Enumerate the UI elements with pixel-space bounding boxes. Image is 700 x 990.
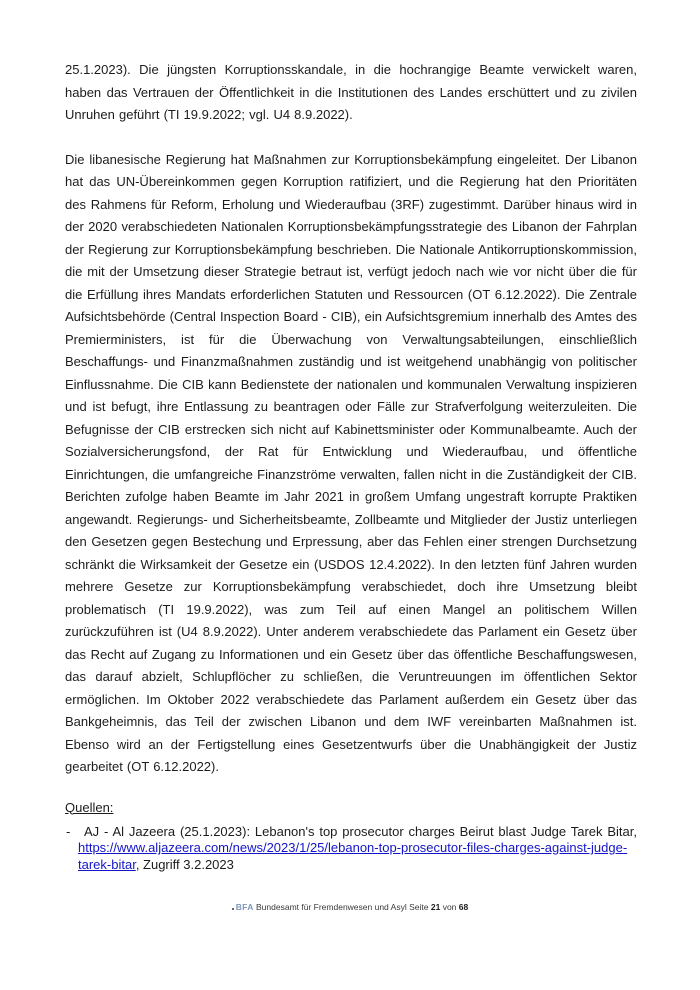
sources-heading xyxy=(65,799,637,817)
source-link[interactable]: https://www.aljazeera.com/news/2023/1/25/lebanon-top-prosecutor-files-charges-against-judge-tarek-bitar xyxy=(78,840,628,872)
footer-of-label: von xyxy=(442,902,457,912)
page-footer xyxy=(0,901,700,913)
paragraph-anticorruption-measures: Die libanesische Regierung hat Maßnahmen zur Korruptionsbekämpfung eingeleitet. Der Libanon hat das UN-Übereinkommen gegen Korruption ratifiziert, und die Regierung hat den Prioritäten des Rahmens für Reform, Erholung und Wiederaufbau (3RF) zugestimmt. Darüber hinaus wird in der 2020 verabschiedeten Nationalen Korruptionsbekämpfungsstrategie des Libanon der Fahrplan der Regierung zur Korruptionsbekämpfung beschrieben. Die Nationale Antikorruptionskommission, die mit der Umsetzung dieser Strategie betraut ist, verfügt jedoch nach wie vor nicht über die für die Erfüllung ihres Mandats erforderlichen Statuten und Ressourcen (OT 6.12.2022). Die Zentrale Aufsichtsbehörde (Central Inspection Board - CIB), ein Aufsichtsgremium innerhalb des Amtes des Premierministers, ist für die Überwachung von Verwaltungsabteilungen, einschließlich Beschaffungs- und Finanzmaßnahmen zuständig und ist weitgehend unabhängig von politischer Einflussnahme. Die CIB kann Bedienstete der nationalen und kommunalen Verwaltung inspizieren und ist befugt, ihre Entlassung zu beantragen oder Fälle zur Strafverfolgung weiterzuleiten. Die Befugnisse der CIB erstrecken sich nicht auf Kabinettsminister oder Kommunalbeamte. Auch der Sozialversicherungsfond, der Rat für Entwicklung und Wiederaufbau, und öffentliche Einrichtungen, die umfangreiche Finanzströme verwalten, fallen nicht in die Zuständigkeit der CIB. Berichten zufolge haben Beamte im Jahr 2021 in großem Umfang ungestraft korrupte Praktiken angewandt. Regierungs- und Sicherheitsbeamte, Zollbeamte und Mitglieder der Justiz unterliegen den Gesetzen gegen Bestechung und Erpressung, aber das Fehlen einer strengen Durchsetzung schränkt die Wirksamkeit der Gesetze ein (USDOS 12.4.2022). In den letzten fünf Jahren wurden mehrere Gesetze zur Korruptionsbekämpfung verabschiedet, doch ihre Umsetzung bleibt problematisch (TI 19.9.2022), was zum Teil auf einen Mangel an politischem Willen zurückzuführen ist (U4 8.9.2022). Unter anderem verabschiedete das Parlament ein Gesetz über das Recht auf Zugang zu Informationen und ein Gesetz über das öffentliche Beschaffungswesen, das darauf abzielt, Schlupflöcher zu schließen, die Veruntreuungen im öffentlichen Sektor ermöglichen. Im Oktober 2022 verabschiedete das Parlament außerdem ein Gesetz über das Bankgeheimnis, das Teil der zwischen Libanon und dem IWF vereinbarten Maßnahmen ist. Ebenso wird an der Fertigstellung eines Gesetzentwurfs über die Unabhängigkeit der Justiz gearbeitet (OT 6.12.2022). xyxy=(65,151,637,774)
sources-heading-label: Quellen: xyxy=(65,799,114,815)
source-citation-text: AJ - Al Jazeera (25.1.2023): Lebanon's top prosecutor charges Beirut blast Judge Tarek Bitar, xyxy=(84,823,637,839)
bfa-logo-text: BFA xyxy=(235,902,254,912)
bfa-logo xyxy=(232,902,254,912)
bullet-dash: - xyxy=(66,823,71,839)
source-citation xyxy=(78,824,637,874)
footer-total-pages: 68 xyxy=(458,902,469,912)
footer-page-number: 21 xyxy=(430,902,441,912)
paragraph-corruption-scandals: 25.1.2023). Die jüngsten Korruptionsskandale, in die hochrangige Beamte verwickelt waren, haben das Vertrauen der Öffentlichkeit in die Institutionen des Landes erschüttert und zu zivilen Unruhen geführt (TI 19.9.2022; vgl. U4 8.9.2022). xyxy=(65,62,637,122)
document-content xyxy=(65,59,637,873)
logo-dot-icon xyxy=(232,908,234,910)
source-access-date: , Zugriff 3.2.2023 xyxy=(135,856,234,872)
footer-page-label: Seite xyxy=(409,902,429,912)
source-list-item xyxy=(66,823,637,874)
footer-org-name: Bundesamt für Fremdenwesen und Asyl xyxy=(256,902,407,912)
